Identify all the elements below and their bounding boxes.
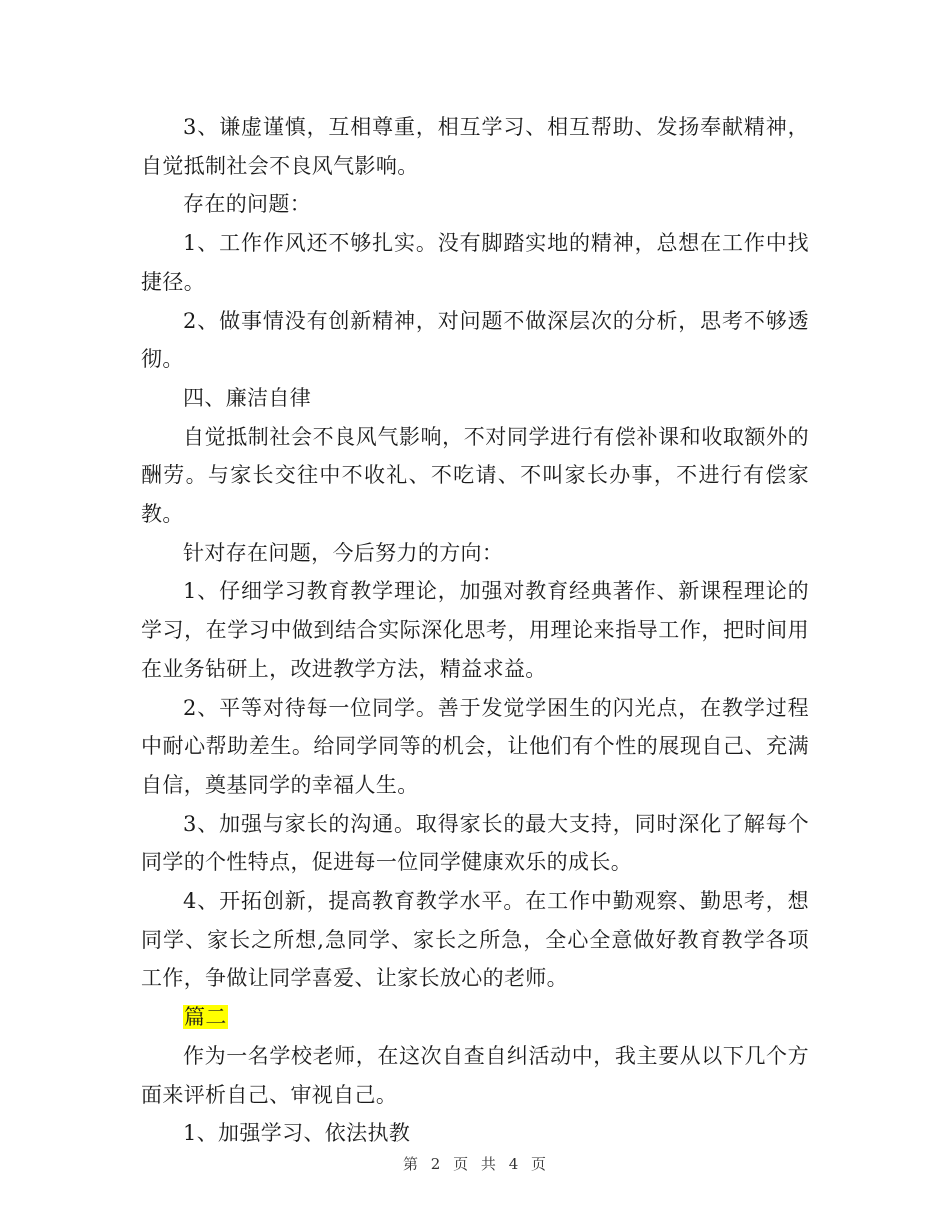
current-page-number: 2: [430, 1155, 442, 1173]
paragraph: 4、开拓创新，提高教育教学水平。在工作中勤观察、勤思考，想同学、家长之所想,急同学、家长之所急，全心全意做好教育教学各项工作，争做让同学喜爱、让家长放心的老师。: [141, 889, 809, 991]
paragraph: 存在的问题：: [183, 192, 312, 217]
paragraph: 1、加强学习、依法执教: [183, 1121, 411, 1146]
paragraph: 1、工作作风还不够扎实。没有脚踏实地的精神，总想在工作中找捷径。: [141, 231, 809, 294]
paragraph: 2、做事情没有创新精神，对问题不做深层次的分析，思考不够透彻。: [141, 308, 809, 372]
footer-suffix: 页: [531, 1155, 548, 1173]
section-heading: 四、廉洁自律: [183, 385, 312, 410]
paragraph: 针对存在问题，今后努力的方向：: [183, 540, 504, 565]
page-footer: [0, 1153, 950, 1174]
document-body: [141, 108, 809, 1153]
paragraph: 1、仔细学习教育教学理论，加强对教育经典著作、新课程理论的学习，在学习中做到结合实际深化思考，用理论来指导工作，把时间用在业务钻研上，改进教学方法，精益求益。: [141, 579, 809, 681]
footer-mid1: 页: [453, 1155, 470, 1173]
paragraph: 3、谦虚谨慎，互相尊重，相互学习、相互帮助、发扬奉献精神，自觉抵制社会不良风气影响。: [141, 115, 809, 178]
section-marker: 篇二: [184, 1005, 227, 1030]
paragraph: 2、平等对待每一位同学。善于发觉学困生的闪光点，在教学过程中耐心帮助差生。给同学同等的机会，让他们有个性的展现自己、充满自信，奠基同学的幸福人生。: [141, 695, 809, 797]
footer-prefix: 第: [402, 1155, 419, 1173]
paragraph: 自觉抵制社会不良风气影响，不对同学进行有偿补课和收取额外的酬劳。与家长交往中不收礼、不吃请、不叫家长办事，不进行有偿家教。: [141, 424, 809, 527]
footer-mid2: 共: [480, 1155, 497, 1173]
section-marker-row: [141, 998, 809, 1037]
total-pages-number: 4: [508, 1155, 520, 1173]
paragraph: 3、加强与家长的沟通。取得家长的最大支持，同时深化了解每个同学的个性特点，促进每一位同学健康欢乐的成长。: [141, 811, 809, 875]
paragraph: 作为一名学校老师，在这次自查自纠活动中，我主要从以下几个方面来评析自己、审视自己。: [141, 1043, 809, 1107]
